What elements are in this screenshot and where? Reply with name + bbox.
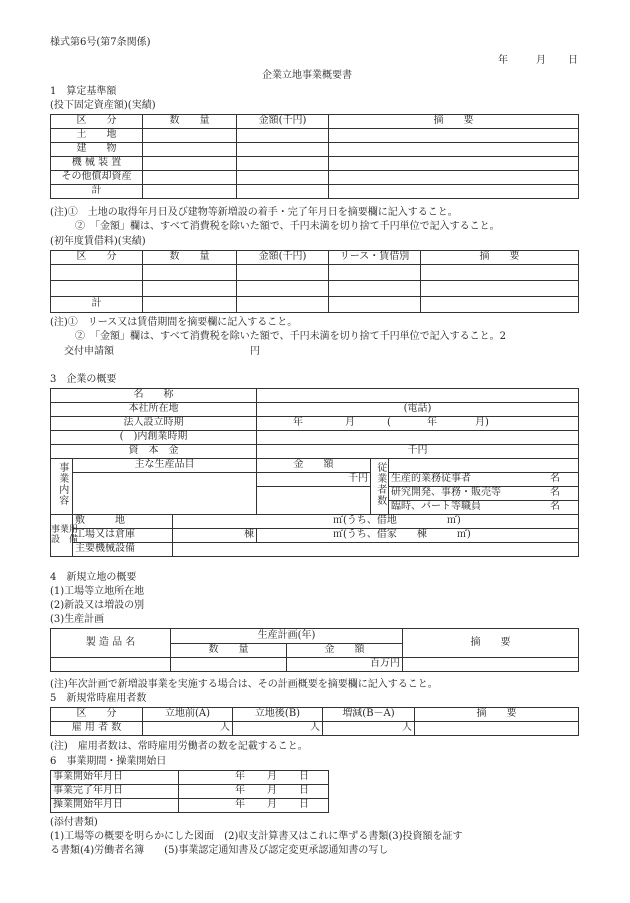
section-4-item-3: (3)生産計画 xyxy=(50,614,105,625)
capital-unit: 千円 xyxy=(407,445,428,457)
input-cell[interactable] xyxy=(237,265,329,281)
fill-year-2: 年 xyxy=(427,417,437,428)
label-company-name: 名 称 xyxy=(51,389,257,403)
label-established: 法人設立時期 xyxy=(51,417,257,431)
label-machines: 主要機械設備 xyxy=(73,543,173,557)
row-label-total: 計 xyxy=(51,185,143,199)
table-row xyxy=(51,658,579,672)
col-header-category: 区 分 xyxy=(51,708,143,722)
input-cell[interactable] xyxy=(329,281,421,297)
input-cell[interactable] xyxy=(421,265,579,281)
fill-month: 月 xyxy=(345,417,355,428)
label-business-complete: 事業完了年月日 xyxy=(51,785,179,799)
emp-label: 生産的業務従事者 xyxy=(391,473,471,485)
employees-label xyxy=(371,459,389,515)
label-production-plan: 生産計画(年) xyxy=(171,629,403,644)
input-cell[interactable] xyxy=(143,129,237,143)
input-capital[interactable] xyxy=(257,445,579,459)
table-row xyxy=(51,297,579,313)
fill-paren-open: ( xyxy=(387,417,391,428)
input-cell[interactable] xyxy=(421,297,579,313)
attachments-line-2: る書類(4)労働者名簿 (5)事業認定通知書及び認定変更承認通知書の写し xyxy=(50,845,389,856)
note-1b: ② 「金額」欄は、すべて消費税を除いた額で、千円未満を切り捨て千円単位で記入すること。 xyxy=(75,221,500,232)
input-cell[interactable] xyxy=(329,129,579,143)
period-table xyxy=(50,770,329,813)
section-4-heading: 4 新規立地の概要 xyxy=(50,572,137,583)
label-site: 敷 地 xyxy=(73,515,173,529)
phone-label: (電話) xyxy=(403,403,432,415)
date-month: 月 xyxy=(536,55,546,66)
rent-table xyxy=(50,250,579,313)
label-main-products: 主な生産品目 xyxy=(73,459,257,473)
col-header-amount: 金額(千円) xyxy=(237,115,329,129)
input-established[interactable] xyxy=(257,417,579,431)
row-label-building: 建 物 xyxy=(51,143,143,157)
input-cell[interactable] xyxy=(237,171,329,185)
input-change[interactable] xyxy=(323,722,415,736)
col-header-after: 立地後(B) xyxy=(233,708,323,722)
table-row xyxy=(51,265,579,281)
input-quantity[interactable] xyxy=(171,658,287,672)
col-header-category: 区 分 xyxy=(51,251,143,265)
input-company-name[interactable] xyxy=(257,389,579,403)
section-4-item-1: (1)工場等立地所在地 xyxy=(50,586,145,597)
input-cell[interactable] xyxy=(51,265,143,281)
table-row xyxy=(51,157,579,171)
input-cell[interactable] xyxy=(143,143,237,157)
ymd-year: 年 xyxy=(235,799,245,810)
input-cell[interactable] xyxy=(143,157,237,171)
input-cell[interactable] xyxy=(143,265,237,281)
col-header-category: 区 分 xyxy=(51,115,143,129)
label-amount: 金 額 xyxy=(287,643,403,658)
input-remarks[interactable] xyxy=(403,658,579,672)
row-label-other-assets: その他償却資産 xyxy=(51,171,143,185)
table-row xyxy=(51,129,579,143)
input-head-office[interactable] xyxy=(257,403,579,417)
row-label-total: 計 xyxy=(51,297,143,313)
grant-application-unit: 円 xyxy=(250,346,260,357)
ymd-month: 月 xyxy=(267,771,277,782)
input-main-products[interactable] xyxy=(73,473,257,515)
input-cell[interactable] xyxy=(143,171,237,185)
input-cell[interactable] xyxy=(329,157,579,171)
input-cell[interactable] xyxy=(329,265,421,281)
col-header-quantity: 数 量 xyxy=(143,115,237,129)
table-row xyxy=(51,799,329,813)
col-header-remarks: 摘 要 xyxy=(421,251,579,265)
date-day: 日 xyxy=(568,55,578,66)
input-cell[interactable] xyxy=(421,281,579,297)
row-label-machinery: 機 械 装 置 xyxy=(51,157,143,171)
input-business-complete[interactable] xyxy=(179,785,329,799)
company-overview-table xyxy=(50,388,579,557)
table-row xyxy=(51,171,579,185)
input-machines[interactable] xyxy=(173,543,579,557)
emp-label: 臨時、パート等職員 xyxy=(391,501,481,513)
table-row xyxy=(51,185,579,199)
ymd-month: 月 xyxy=(267,799,277,810)
production-plan-table xyxy=(50,628,579,672)
emp-label: 研究開発、事務・販売等 xyxy=(391,487,501,499)
document-title: 企業立地事業概要書 xyxy=(262,70,352,81)
row-label-employees: 雇 用 者 数 xyxy=(51,722,143,736)
input-cell[interactable] xyxy=(237,129,329,143)
input-cell[interactable] xyxy=(51,281,143,297)
input-cell[interactable] xyxy=(237,281,329,297)
fill-year: 年 xyxy=(293,417,303,428)
input-domestic-start[interactable] xyxy=(257,431,579,445)
input-factory-area[interactable] xyxy=(257,529,579,543)
input-cell[interactable] xyxy=(237,185,329,199)
label-domestic-start: ( )内創業時期 xyxy=(51,431,257,445)
facility-label xyxy=(51,515,79,557)
label-remarks: 摘 要 xyxy=(403,629,579,658)
employment-table xyxy=(50,707,579,736)
ymd-month: 月 xyxy=(267,785,277,796)
grant-application-label: 交付申請額 xyxy=(64,346,114,357)
table-row xyxy=(51,785,329,799)
table-row xyxy=(51,722,579,736)
form-number: 様式第6号(第7条関係) xyxy=(50,37,151,48)
label-capital: 資 本 金 xyxy=(51,445,257,459)
table-row xyxy=(51,143,579,157)
row-label-land: 土 地 xyxy=(51,129,143,143)
input-before[interactable] xyxy=(143,722,233,736)
input-cell[interactable] xyxy=(237,143,329,157)
employees-text: 従業者数 xyxy=(374,462,386,507)
input-cell[interactable] xyxy=(329,171,579,185)
input-amount[interactable] xyxy=(287,658,403,672)
label-quantity: 数 量 xyxy=(171,643,287,658)
unit-label: 人 xyxy=(220,722,230,734)
emp-unit: 名 xyxy=(550,473,560,484)
table-row xyxy=(51,281,579,297)
date-year: 年 xyxy=(498,55,508,66)
emp-row-rnd[interactable] xyxy=(389,487,579,501)
section-4-item-2: (2)新設又は増設の別 xyxy=(50,600,145,611)
facility-label-2: 設 備 xyxy=(51,534,79,545)
fixed-assets-table xyxy=(50,114,579,199)
business-content-text: 事業内容 xyxy=(56,462,68,507)
section-3-heading: 3 企業の概要 xyxy=(50,374,117,385)
label-factory: 工場又は倉庫 xyxy=(73,529,173,543)
fill-month-2: 月) xyxy=(475,417,489,428)
note-4: (注)年次計画で新増設事業を実施する場合は、その計画概要を摘要欄に記入すること。 xyxy=(50,679,438,690)
input-cell[interactable] xyxy=(143,185,237,199)
ymd-day: 日 xyxy=(299,771,309,782)
label-product: 製 造 品 名 xyxy=(51,629,171,658)
ymd-year: 年 xyxy=(235,771,245,782)
unit-label: 人 xyxy=(310,722,320,734)
amount-unit: 千円 xyxy=(348,473,368,485)
factory-fill: ㎡(うち、借家 棟 ㎡) xyxy=(333,529,471,541)
note-2a: (注)① リース又は賃借期間を摘要欄に記入すること。 xyxy=(50,317,298,328)
note-5: (注) 雇用者数は、常時雇用労働者の数を記載すること。 xyxy=(50,741,308,752)
section-1-sub-rent: (初年度賃借料)(実績) xyxy=(50,236,146,247)
attachments-line-1: (1)工場等の概要を明らかにした図面 (2)収支計算書又はこれに準ずる書類(3)投資額を証す xyxy=(50,831,463,842)
emp-unit: 名 xyxy=(550,501,560,512)
input-amount[interactable] xyxy=(257,473,371,487)
amount-unit: 百万円 xyxy=(370,658,400,670)
business-content-label xyxy=(51,459,73,515)
emp-row-production[interactable] xyxy=(389,473,579,487)
input-cell[interactable] xyxy=(329,185,579,199)
note-2b: ② 「金額」欄は、すべて消費税を除いた額で、千円未満を切り捨て千円単位で記入すること。2 xyxy=(75,331,506,342)
site-fill: ㎡(うち、借地 ㎡) xyxy=(333,515,461,527)
col-header-before: 立地前(A) xyxy=(143,708,233,722)
table-row xyxy=(51,771,329,785)
input-operation-start[interactable] xyxy=(179,799,329,813)
input-factory-count[interactable] xyxy=(173,529,257,543)
input-cell[interactable] xyxy=(329,297,421,313)
col-header-remarks: 摘 要 xyxy=(329,115,579,129)
input-business-start[interactable] xyxy=(179,771,329,785)
attachments-heading: (添付書類) xyxy=(50,817,98,828)
input-amount-extra[interactable] xyxy=(257,487,371,515)
section-5-heading: 5 新規常時雇用者数 xyxy=(50,693,147,704)
col-header-change: 増減(B－A) xyxy=(323,708,415,722)
col-header-remarks: 摘 要 xyxy=(415,708,579,722)
label-amount: 金 額 xyxy=(257,459,371,473)
input-cell[interactable] xyxy=(237,297,329,313)
ymd-day: 日 xyxy=(299,785,309,796)
emp-unit: 名 xyxy=(550,487,560,498)
section-1-sub-fixed-assets: (投下固定資産額)(実績) xyxy=(50,100,156,111)
input-remarks[interactable] xyxy=(415,722,579,736)
input-cell[interactable] xyxy=(143,281,237,297)
label-operation-start: 操業開始年月日 xyxy=(51,799,179,813)
label-head-office: 本社所在地 xyxy=(51,403,257,417)
section-6-heading: 6 事業期間・操業開始日 xyxy=(50,756,167,767)
col-header-quantity: 数 量 xyxy=(143,251,237,265)
input-after[interactable] xyxy=(233,722,323,736)
ymd-year: 年 xyxy=(235,785,245,796)
ymd-day: 日 xyxy=(299,799,309,810)
col-header-amount: 金額(千円) xyxy=(237,251,329,265)
input-product[interactable] xyxy=(51,658,171,672)
input-cell[interactable] xyxy=(329,143,579,157)
input-site[interactable] xyxy=(173,515,579,529)
factory-unit: 棟 xyxy=(244,529,254,541)
facility-label-1: 事業用 xyxy=(51,524,79,535)
emp-spacer xyxy=(389,459,579,473)
section-1-heading: 1 算定基準額 xyxy=(50,86,117,97)
input-cell[interactable] xyxy=(237,157,329,171)
label-business-start: 事業開始年月日 xyxy=(51,771,179,785)
input-cell[interactable] xyxy=(143,297,237,313)
col-header-lease-type: リース・賃借別 xyxy=(329,251,421,265)
unit-label: 人 xyxy=(402,722,412,734)
emp-row-part-time[interactable] xyxy=(389,501,579,515)
note-1a: (注)① 土地の取得年月日及び建物等新増設の着手・完了年月日を摘要欄に記入すること。 xyxy=(50,207,458,218)
